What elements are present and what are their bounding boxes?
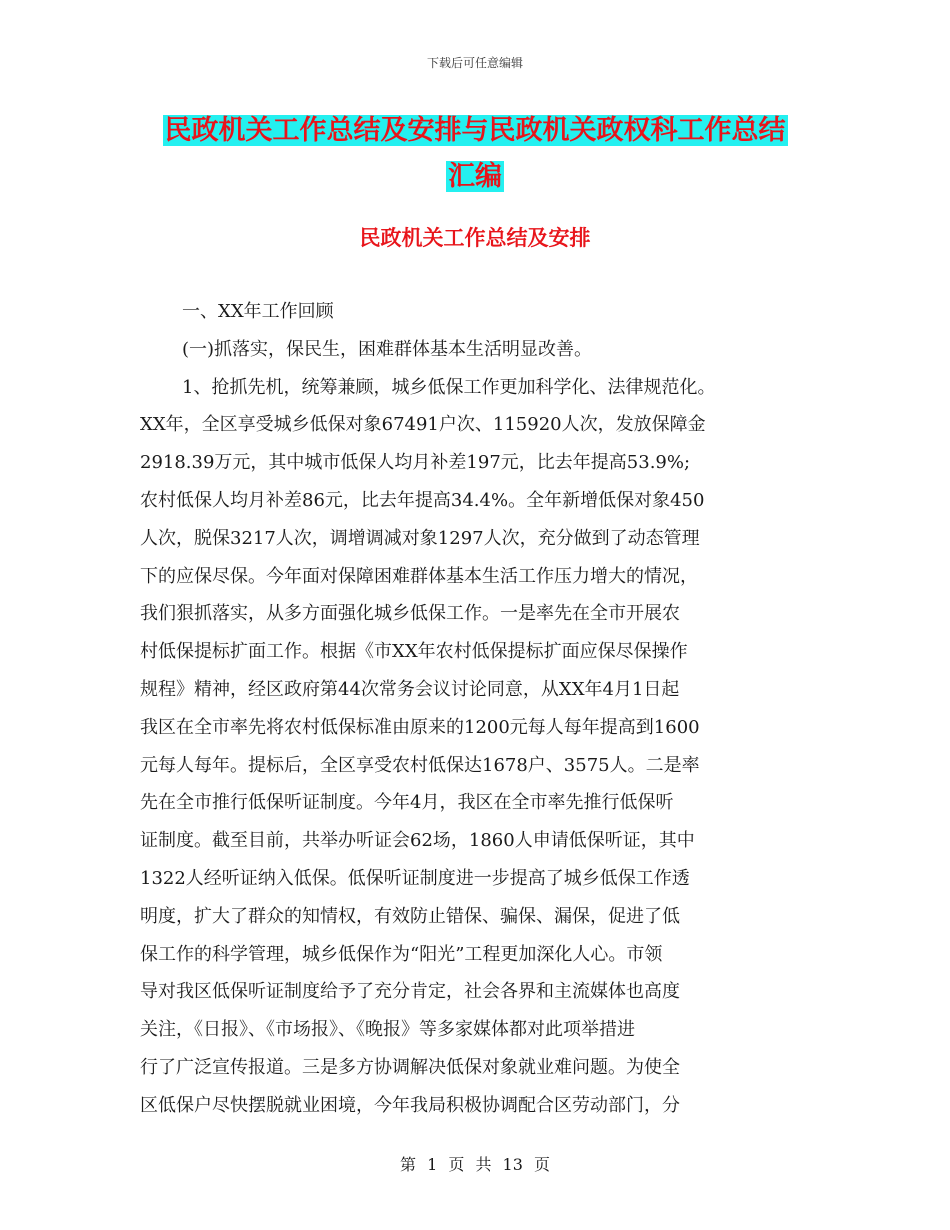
paragraph-line: 行了广泛宣传报道。三是多方协调解决低保对象就业难问题。为使全 xyxy=(140,1056,680,1078)
paragraph-line: 2918.39万元，其中城市低保人均月补差197元，比去年提高53.9%; xyxy=(140,452,691,474)
paragraph-line: 证制度。截至目前，共举办听证会62场，1860人申请低保听证，其中 xyxy=(140,830,695,852)
paragraph-line: 导对我区低保听证制度给予了充分肯定，社会各界和主流媒体也高度 xyxy=(140,981,680,1003)
paragraph-line: 元每人每年。提标后，全区享受农村低保达1678户、3575人。二是率 xyxy=(140,754,700,776)
document-title-line-1: 民政机关工作总结及安排与民政机关政权科工作总结 xyxy=(164,115,786,146)
paragraph-line: XX年，全区享受城乡低保对象67491户次、115920人次，发放保障金 xyxy=(140,414,706,436)
page-footer: 第 1 页 共 13 页 xyxy=(400,1155,550,1174)
paragraph-line: 农村低保人均月补差86元，比去年提高34.4%。全年新增低保对象450 xyxy=(140,489,705,511)
paragraph-line: 我们狠抓落实，从多方面强化城乡低保工作。一是率先在全市开展农 xyxy=(140,603,680,625)
paragraph-line: 关注，《日报》、《市场报》、《晚报》等多家媒体都对此项举措进 xyxy=(140,1019,635,1041)
section-title: 民政机关工作总结及安排 xyxy=(359,226,591,250)
paragraph-line: 保工作的科学管理，城乡低保作为“阳光”工程更加深化人心。市领 xyxy=(140,943,663,965)
paragraph-line: 区低保户尽快摆脱就业困境，今年我局积极协调配合区劳动部门，分 xyxy=(140,1094,680,1116)
document-body xyxy=(140,293,812,1125)
header-note: 下载后可任意编辑 xyxy=(426,56,523,70)
heading-level-1: 一、XX年工作回顾 xyxy=(182,301,334,322)
paragraph-line: 明度，扩大了群众的知情权，有效防止错保、骗保、漏保，促进了低 xyxy=(140,905,680,927)
document-title xyxy=(0,108,950,200)
paragraph-line: 1322人经听证纳入低保。低保听证制度进一步提高了城乡低保工作透 xyxy=(140,867,690,889)
paragraph-line: 下的应保尽保。今年面对保障困难群体基本生活工作压力增大的情况， xyxy=(140,565,698,587)
paragraph-line: 1、抢抓先机，统筹兼顾，城乡低保工作更加科学化、法律规范化。 xyxy=(182,376,716,398)
paragraph-line: 先在全市推行低保听证制度。今年4月，我区在全市率先推行低保听 xyxy=(140,792,674,814)
document-title-line-2: 汇编 xyxy=(448,161,502,192)
paragraph-line: 人次，脱保3217人次，调增调减对象1297人次，充分做到了动态管理 xyxy=(140,527,700,549)
paragraph-line: 规程》精神，经区政府第44次常务会议讨论同意，从XX年4月1日起 xyxy=(140,678,680,700)
heading-level-2: (一)抓落实，保民生，困难群体基本生活明显改善。 xyxy=(182,338,593,360)
body-paragraph xyxy=(140,369,812,1125)
paragraph-line: 我区在全市率先将农村低保标准由原来的1200元每人每年提高到1600 xyxy=(140,716,700,738)
paragraph-line: 村低保提标扩面工作。根据《市XX年农村低保提标扩面应保尽保操作 xyxy=(140,641,688,663)
